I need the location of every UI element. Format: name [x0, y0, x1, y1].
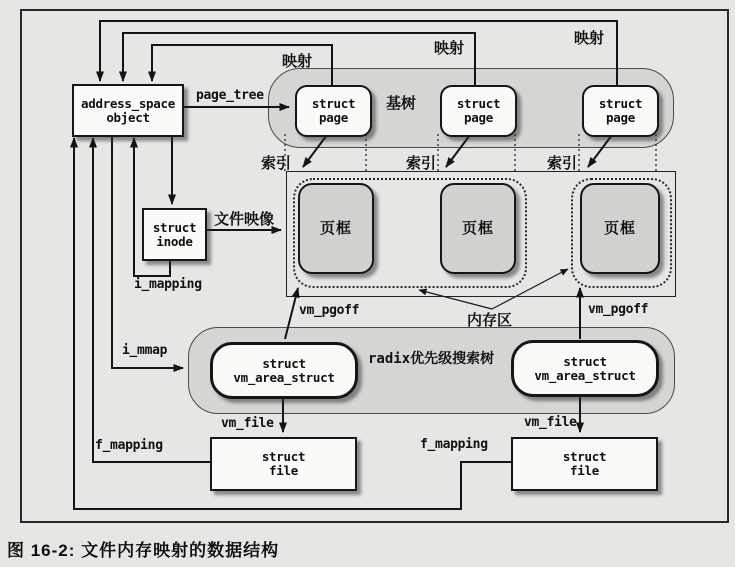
box-label-line: struct — [261, 449, 306, 464]
vm-file-label-1: vm_file — [221, 416, 274, 431]
box-label-line: inode — [156, 233, 193, 249]
box-label-line: page — [464, 110, 493, 125]
page-frame-box-1 — [298, 183, 374, 274]
struct-inode-box — [142, 208, 207, 261]
radix-tree-label: 基树 — [386, 95, 417, 112]
f-mapping-label-1: f_mapping — [95, 438, 163, 453]
index-label-3: 索引 — [547, 155, 578, 172]
box-label-line: page — [319, 110, 348, 125]
i-mmap-label: i_mmap — [122, 343, 168, 358]
vm-area-struct-box-1 — [210, 342, 358, 399]
figure-caption: 图 16-2: 文件内存映射的数据结构 — [7, 541, 280, 560]
box-label-line: struct — [152, 219, 197, 235]
mapping-label-2: 映射 — [434, 40, 465, 57]
vm-area-struct-box-2 — [511, 340, 659, 397]
box-label-line: vm_area_struct — [233, 369, 335, 385]
struct-page-box-1 — [295, 85, 372, 137]
box-label-line: struct — [456, 96, 501, 111]
box-label-line: object — [106, 109, 150, 125]
vm-pgoff-label-2: vm_pgoff — [588, 302, 649, 317]
box-label-line: struct — [563, 353, 607, 369]
box-label-line: file — [570, 463, 599, 478]
box-label-line: struct — [311, 96, 356, 111]
page-tree-label: page_tree — [196, 88, 264, 103]
box-label-line: file — [269, 463, 298, 478]
prio-tree-label: radix优先级搜索树 — [368, 351, 495, 367]
box-label-line: vm_area_struct — [534, 367, 636, 383]
vm-file-label-2: vm_file — [524, 415, 577, 430]
box-label-line: address_space — [81, 95, 175, 111]
memory-region-label: 内存区 — [467, 312, 513, 329]
box-label-line: 页框 — [603, 219, 636, 237]
f-mapping-label-2: f_mapping — [420, 437, 488, 452]
box-label-line: struct — [598, 96, 643, 111]
box-label-line: 页框 — [461, 219, 494, 237]
box-label-line: struct — [562, 449, 607, 464]
vm-pgoff-label-1: vm_pgoff — [299, 303, 360, 318]
index-label-2: 索引 — [406, 155, 437, 172]
struct-page-box-2 — [440, 85, 517, 137]
struct-page-box-3 — [582, 85, 659, 137]
address-space-object-box — [72, 84, 184, 137]
i-mapping-label: i_mapping — [134, 277, 202, 292]
struct-file-box-1 — [210, 437, 357, 491]
struct-file-box-2 — [511, 437, 658, 491]
index-label-1: 索引 — [261, 155, 292, 172]
box-label-line: 页框 — [319, 219, 352, 237]
mapping-label-3: 映射 — [574, 30, 605, 47]
page-frame-box-3 — [580, 183, 660, 274]
mapping-label-1: 映射 — [282, 53, 313, 70]
box-label-line: page — [606, 110, 635, 125]
file-image-label: 文件映像 — [214, 211, 275, 228]
box-label-line: struct — [262, 355, 306, 371]
page-frame-box-2 — [440, 183, 516, 274]
